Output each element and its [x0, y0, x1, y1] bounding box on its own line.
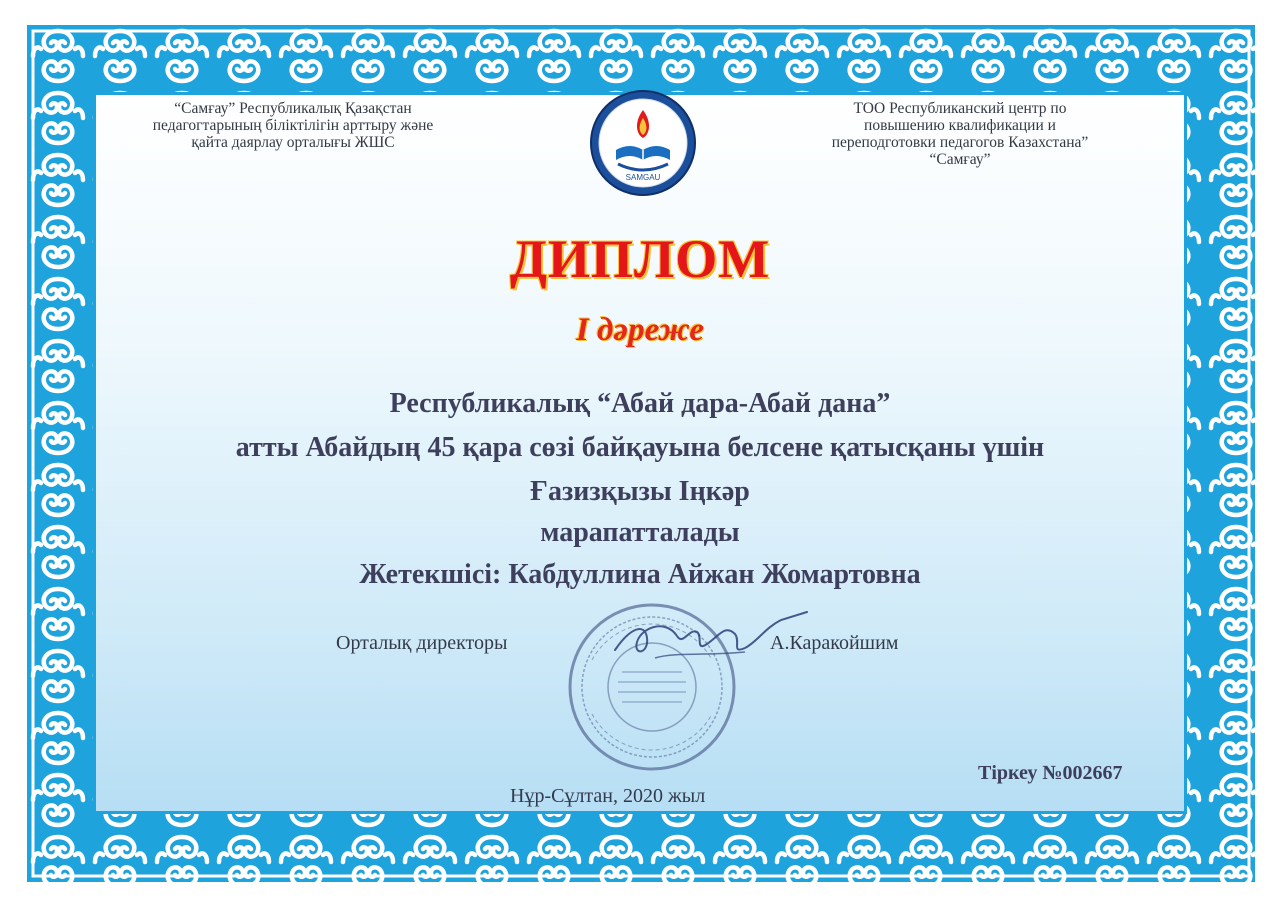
supervisor-name: Жетекшісі: Кабдуллина Айжан Жомартовна	[359, 559, 921, 590]
issuer-russian-line: “Самғау”	[929, 151, 991, 168]
issuer-russian	[780, 100, 1140, 168]
registration-number: Тіркеу №002667	[978, 762, 1123, 784]
issuer-kazakh-line: қайта даярлау орталығы ЖШС	[191, 134, 395, 151]
awarded-text: марапатталады	[540, 517, 740, 548]
issuer-russian-line: повышению квалификации и	[864, 117, 1056, 134]
award-reason: атты Абайдың 45 қара сөзі байқауына белсене қатысқаны үшін	[235, 432, 1045, 463]
issuer-russian-line: переподготовки педагогов Казахстана”	[831, 134, 1089, 151]
place-and-year: Нұр-Сұлтан, 2020 жыл	[510, 785, 706, 807]
director-name: А.Каракойшим	[770, 632, 899, 654]
issuer-kazakh	[93, 100, 493, 151]
issuer-russian-line: ТОО Республиканский центр по	[853, 100, 1067, 117]
recipient-name: Ғазизқызы Іңкәр	[530, 476, 750, 507]
director-title: Орталық директоры	[336, 632, 508, 654]
degree-label: І дәреже	[575, 312, 705, 348]
issuer-kazakh-line: педагогтарының біліктілігін арттыру және	[152, 117, 434, 134]
contest-name: Республикалық “Абай дара-Абай дана”	[389, 388, 891, 419]
logo-text: SAMGAU	[625, 173, 661, 182]
issuer-kazakh-line: “Самғау” Республикалық Қазақстан	[174, 100, 412, 117]
samgau-logo	[588, 88, 698, 198]
diploma-title: ДИПЛОМ	[509, 229, 771, 289]
